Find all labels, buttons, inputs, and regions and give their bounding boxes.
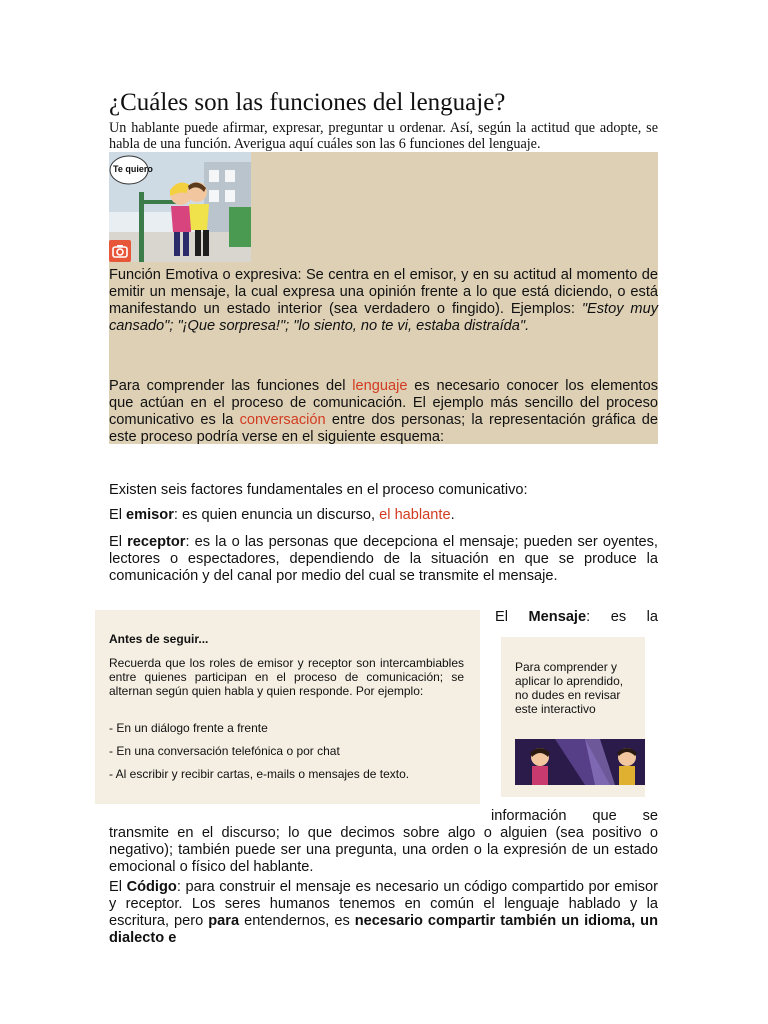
lenguaje-link[interactable]: lenguaje	[352, 378, 408, 394]
codigo-bold-1: para	[208, 913, 240, 929]
communication-elements-paragraph	[109, 378, 658, 446]
sidebox-bullet: - En una conversación telefónica o por chat	[109, 744, 340, 758]
camera-icon[interactable]	[109, 240, 131, 262]
hablante-link[interactable]: el hablante	[379, 507, 451, 523]
emotive-examples: "Estoy muy cansado"; "¡Que sorpresa!"; "lo siento, no te vi, estaba distraída".	[109, 301, 659, 334]
emisor-text: : es quien enuncia un discurso,	[173, 507, 380, 523]
interactive-promo-text: Para comprender y aplicar lo aprendido, no dudes en revisar este interactivo	[515, 660, 624, 716]
codigo-text-1: : para construir el mensaje es necesario un código compartido por emisor y receptor. Los seres humanos tenemos en común el lenguaje hablado y la escritura, pero	[109, 879, 658, 929]
conversacion-link[interactable]: conversación	[239, 412, 326, 428]
elementos-text-3: entre dos personas; la representación gráfica de este proceso podría verse en el siguiente esquema:	[109, 412, 659, 445]
receptor-term: receptor	[127, 534, 186, 550]
mensaje-pre: El	[495, 609, 529, 625]
emisor-paragraph	[109, 507, 658, 524]
speech-bubble-text: Te quiero	[113, 164, 153, 174]
codigo-bold-2: necesario compartir también un idioma, un dialecto e	[109, 913, 658, 946]
elementos-text-1: Para comprender las funciones del	[109, 378, 353, 394]
mensaje-term: Mensaje	[528, 609, 587, 625]
emotive-function-paragraph	[109, 267, 658, 335]
mensaje-continuation-line: información que se	[491, 808, 658, 824]
receptor-text: : es la o las personas que decepciona el mensaje; pueden ser oyentes, lectores o espectadores, dependiendo de la situación en que se produce la comunicación y del canal por medio del cual se transmite el mensaje.	[109, 534, 658, 584]
receptor-pre: El	[109, 534, 128, 550]
elementos-text-2: es necesario conocer los elementos que actúan en el proceso de comunicación. El ejemplo más sencillo del proceso comunicativo es la	[109, 378, 659, 428]
mensaje-heading-line	[495, 609, 658, 626]
mensaje-continuation: transmite en el discurso; lo que decimos sobre algo o alguien (sea positivo o negativo); también puede ser una pregunta, una orden o la expresión de un estado emocional o físico del hablante.	[109, 825, 658, 875]
sidebox-body: Recuerda que los roles de emisor y receptor son intercambiables entre quienes participan en el proceso de comunicación; se alternan según quien habla y quien responde. Por ejemplo:	[109, 656, 464, 698]
sidebox-bullet: - En un diálogo frente a frente	[109, 721, 268, 735]
sidebox-title: Antes de seguir...	[109, 632, 209, 646]
emisor-pre: El	[109, 507, 127, 523]
intro-paragraph: Un hablante puede afirmar, expresar, preguntar u ordenar. Así, según la actitud que adopte, se habla de una función. Averigua aquí cuáles son las 6 funciones del lenguaje.	[109, 120, 658, 152]
codigo-paragraph	[109, 879, 658, 947]
codigo-term: Código	[126, 879, 177, 895]
codigo-pre: El	[109, 879, 127, 895]
receptor-paragraph	[109, 534, 658, 585]
page-title: ¿Cuáles son las funciones del lenguaje?	[109, 89, 506, 116]
couple-illustration	[109, 152, 251, 262]
codigo-text-2: entendernos, es	[239, 913, 355, 929]
emisor-term: emisor	[126, 507, 174, 523]
factores-paragraph: Existen seis factores fundamentales en el proceso comunicativo:	[109, 482, 528, 498]
sidebox-bullet: - Al escribir y recibir cartas, e-mails o mensajes de texto.	[109, 767, 410, 781]
mensaje-head: : es la	[586, 609, 659, 625]
emotive-description: Función Emotiva o expresiva: Se centra en el emisor, y en su actitud al momento de emitir un mensaje, la cual expresa una opinión frente a lo que está diciendo, o está manifestando un estado interior (sea verdadero o fingido). Ejemplos:	[109, 267, 658, 317]
emisor-post: .	[450, 507, 455, 523]
interactive-thumbnail[interactable]	[515, 739, 645, 785]
